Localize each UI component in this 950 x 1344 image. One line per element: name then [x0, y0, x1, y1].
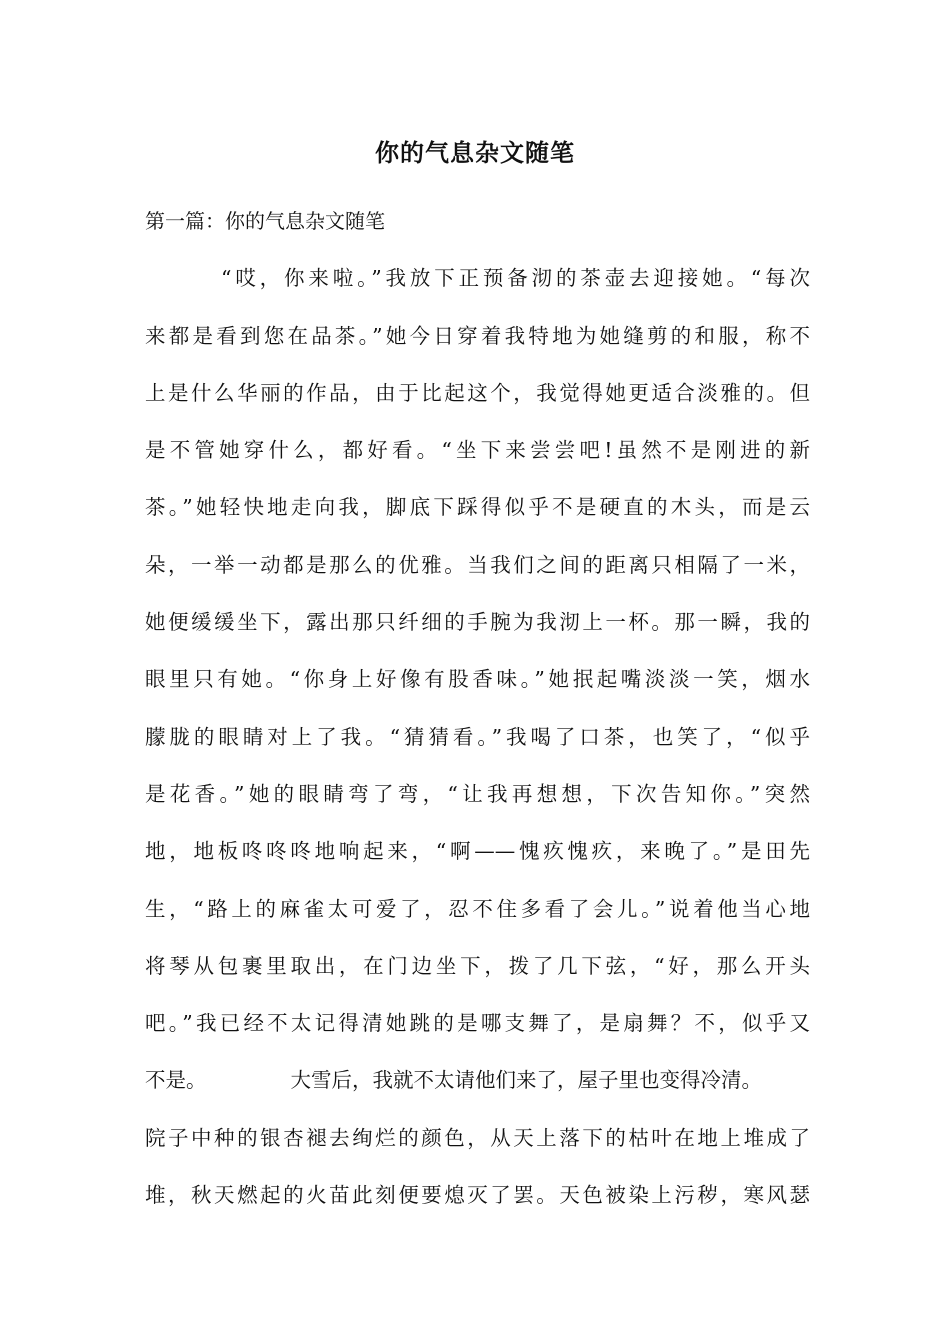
text-line: 是不管她穿什么，都好看。“坐下来尝尝吧!虽然不是刚进的新 — [145, 438, 810, 462]
document-title: 你的气息杂文随笔 — [375, 138, 575, 167]
text-line: 院子中种的银杏褪去绚烂的颜色，从天上落下的枯叶在地上堆成了 — [145, 1126, 810, 1150]
text-line: 是花香。”她的眼睛弯了弯，“让我再想想，下次告知你。”突然 — [145, 782, 810, 806]
text-line: 地，地板咚咚咚地响起来，“啊——愧疚愧疚，来晚了。”是田先 — [145, 839, 810, 863]
text-line: 生，“路上的麻雀太可爱了，忍不住多看了会儿。”说着他当心地 — [145, 897, 810, 921]
text-line: 她便缓缓坐下，露出那只纤细的手腕为我沏上一杯。那一瞬，我的 — [145, 610, 810, 634]
text-line: 眼里只有她。“你身上好像有股香味。”她抿起嘴淡淡一笑，烟水 — [145, 667, 810, 691]
document-subtitle: 第一篇：你的气息杂文随笔 — [145, 209, 385, 233]
text-line: 将琴从包裹里取出，在门边坐下，拨了几下弦，“好，那么开头 — [145, 954, 810, 978]
text-line: “哎，你来啦。”我放下正预备沏的茶壶去迎接她。“每次 — [221, 266, 810, 290]
text-line: 茶。”她轻快地走向我，脚底下踩得似乎不是硬直的木头，而是云 — [145, 495, 810, 519]
paragraph-start-text: 大雪后，我就不太请他们来了，屋子里也变得冷清。 — [290, 1068, 762, 1092]
text-line: 来都是看到您在品茶。”她今日穿着我特地为她缝剪的和服，称不 — [145, 324, 810, 348]
text-line: 朵，一举一动都是那么的优雅。当我们之间的距离只相隔了一米， — [145, 553, 810, 577]
text-line: 上是什么华丽的作品，由于比起这个，我觉得她更适合淡雅的。但 — [145, 381, 810, 405]
text-line — [145, 1060, 810, 1100]
text-line: 堆，秋天燃起的火苗此刻便要熄灭了罢。天色被染上污秽，寒风瑟 — [145, 1183, 810, 1207]
paragraph-end-text: 不是。 — [145, 1068, 207, 1092]
text-line: 朦胧的眼睛对上了我。“猜猜看。”我喝了口茶，也笑了，“似乎 — [145, 725, 810, 749]
text-line: 吧。”我已经不太记得清她跳的是哪支舞了，是扇舞？不，似乎又 — [145, 1011, 810, 1035]
